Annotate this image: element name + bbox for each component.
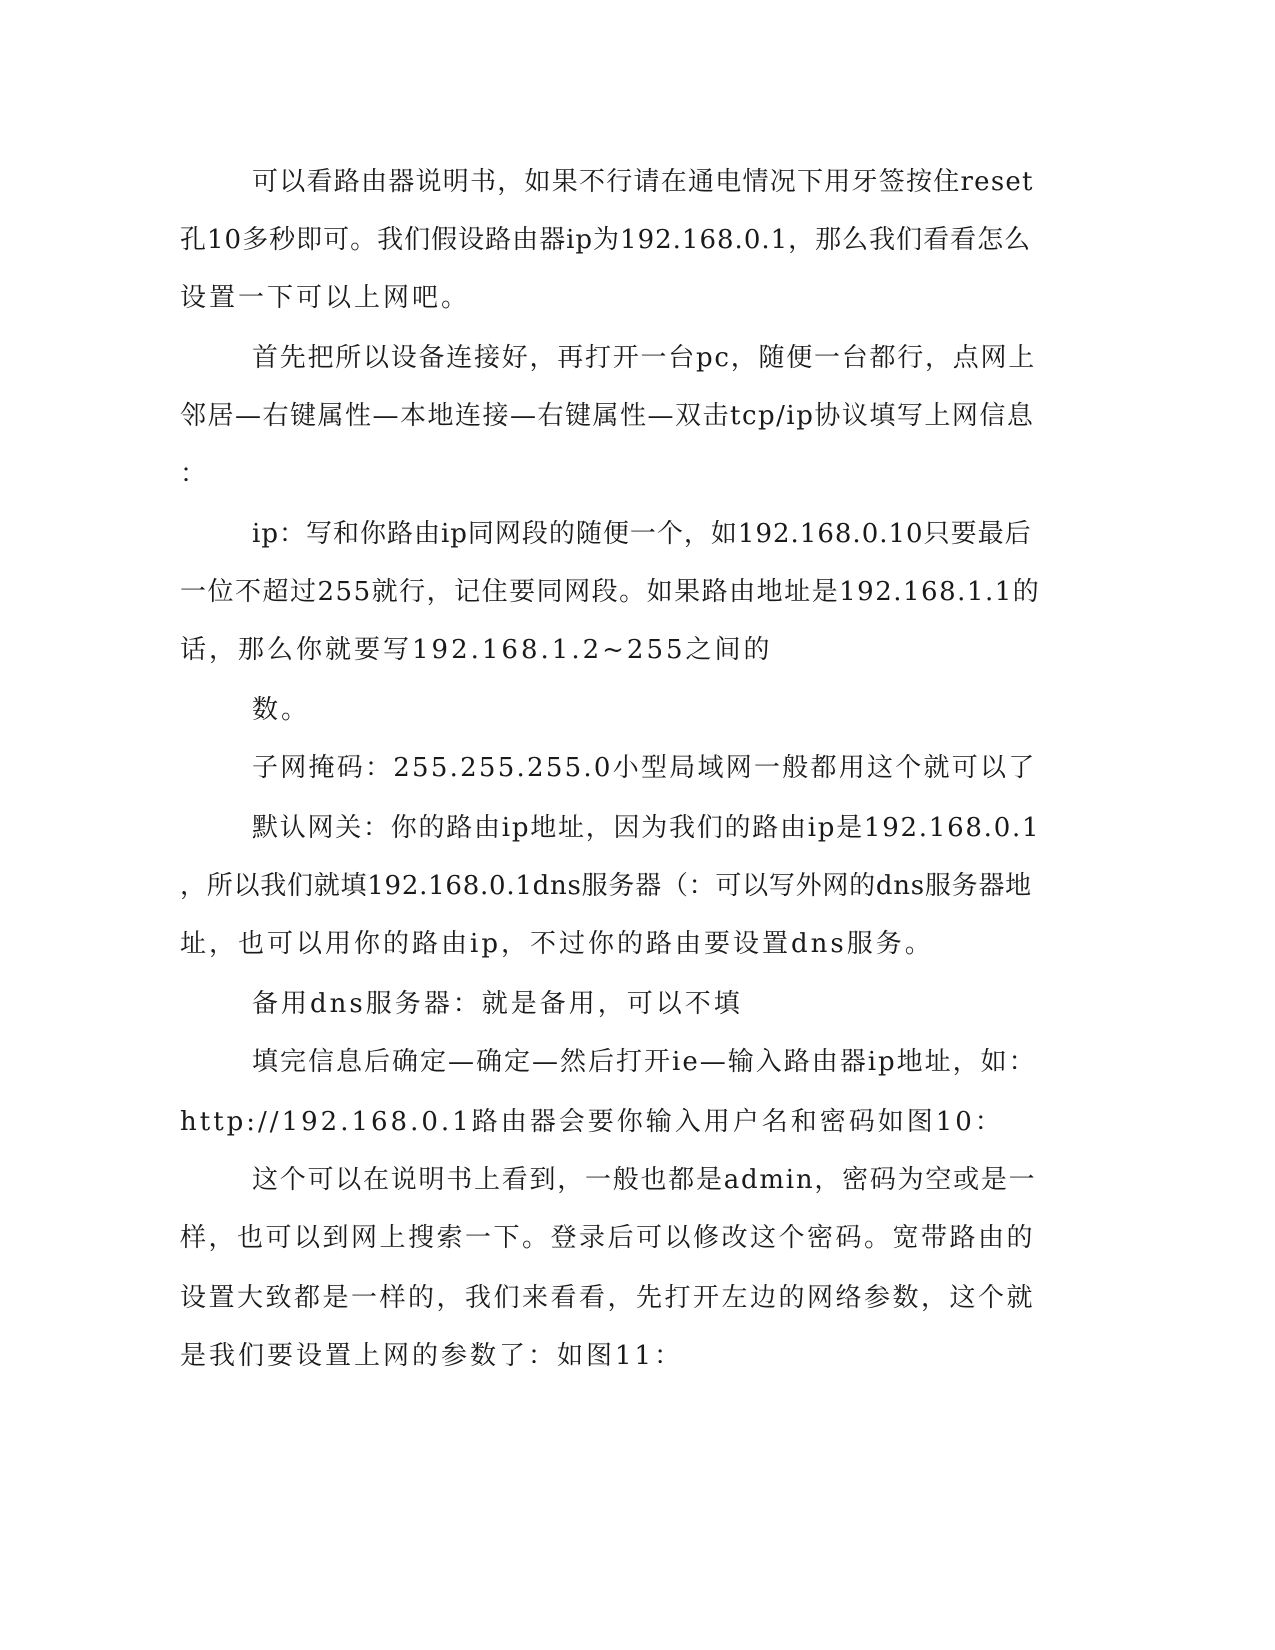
text-line: 话，那么你就要写192.168.1.2~255之间的 bbox=[180, 635, 773, 665]
text-line: ： bbox=[180, 459, 210, 489]
text-line: 一位不超过255就行，记住要同网段。如果路由地址是192.168.1.1的 bbox=[180, 577, 1041, 607]
text-line: ，所以我们就填192.168.0.1dns服务器（：可以写外网的dns服务器地 bbox=[180, 871, 1032, 901]
text-line: 设置一下可以上网吧。 bbox=[180, 283, 471, 313]
text-line: 邻居—右键属性—本地连接—右键属性—双击tcp/ip协议填写上网信息 bbox=[180, 401, 1035, 431]
text-line: 设置大致都是一样的，我们来看看，先打开左边的网络参数，这个就 bbox=[180, 1283, 1036, 1313]
text-line: 默认网关：你的路由ip地址，因为我们的路由ip是192.168.0.1 bbox=[252, 813, 1041, 843]
text-line: 填完信息后确定—确定—然后打开ie—输入路由器ip地址，如： bbox=[252, 1047, 1037, 1077]
text-line: http://192.168.0.1路由器会要你输入用户名和密码如图10： bbox=[180, 1107, 1004, 1137]
text-line: 这个可以在说明书上看到，一般也都是admin，密码为空或是一 bbox=[252, 1165, 1037, 1195]
text-line: 孔10多秒即可。我们假设路由器ip为192.168.0.1，那么我们看看怎么 bbox=[180, 225, 1032, 255]
text-line: 是我们要设置上网的参数了：如图11： bbox=[180, 1341, 684, 1371]
text-line: 可以看路由器说明书，如果不行请在通电情况下用牙签按住reset bbox=[252, 167, 1034, 197]
text-line: 样，也可以到网上搜索一下。登录后可以修改这个密码。宽带路由的 bbox=[180, 1223, 1036, 1253]
text-line: 子网掩码：255.255.255.0小型局域网一般都用这个就可以了 bbox=[252, 753, 1037, 783]
text-line: 址，也可以用你的路由ip，不过你的路由要设置dns服务。 bbox=[180, 929, 934, 959]
text-line: 备用dns服务器：就是备用，可以不填 bbox=[252, 989, 743, 1019]
text-line: ip：写和你路由ip同网段的随便一个，如192.168.0.10只要最后 bbox=[252, 519, 1032, 549]
text-line: 首先把所以设备连接好，再打开一台pc，随便一台都行，点网上 bbox=[252, 343, 1036, 373]
text-line: 数。 bbox=[252, 695, 311, 725]
